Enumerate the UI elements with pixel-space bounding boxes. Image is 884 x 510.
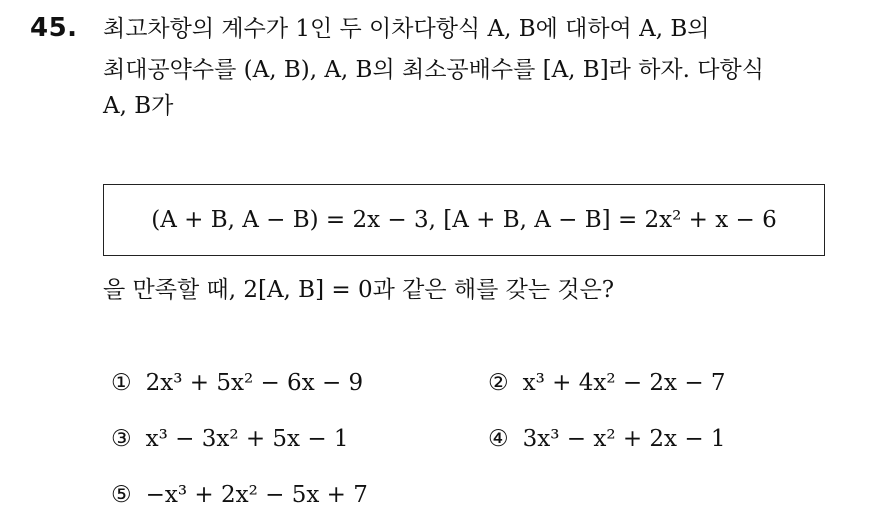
choice-5[interactable]: [111, 480, 368, 510]
condition-equation: (A + B, A − B) = 2x − 3, [A + B, A − B] = 2x² + x − 6: [151, 207, 777, 233]
choice-3-text: x³ − 3x² + 5x − 1: [145, 426, 349, 452]
choice-2[interactable]: [488, 368, 726, 398]
choice-3-mark: ③: [111, 426, 132, 452]
choice-2-text: x³ + 4x² − 2x − 7: [522, 370, 726, 396]
choice-1-mark: ①: [111, 370, 132, 396]
choice-4-text: 3x³ − x² + 2x − 1: [522, 426, 726, 452]
question-number: 45.: [30, 13, 78, 43]
choice-4[interactable]: [488, 424, 726, 454]
choice-1-text: 2x³ + 5x² − 6x − 9: [145, 370, 364, 396]
question-text-line-1: 최고차항의 계수가 1인 두 이차다항식 A, B에 대하여 A, B의: [103, 16, 710, 42]
choice-5-text: −x³ + 2x² − 5x + 7: [145, 482, 368, 508]
choice-1[interactable]: [111, 368, 363, 398]
condition-box: [103, 184, 825, 256]
question-text-line-3: A, B가: [103, 93, 174, 119]
question-text-after: 을 만족할 때, 2[A, B] = 0과 같은 해를 갖는 것은?: [103, 277, 615, 303]
choice-2-mark: ②: [488, 370, 509, 396]
question-text-line-2: 최대공약수를 (A, B), A, B의 최소공배수를 [A, B]라 하자. 다항식: [103, 57, 764, 83]
choice-4-mark: ④: [488, 426, 509, 452]
choice-3[interactable]: [111, 424, 349, 454]
choice-5-mark: ⑤: [111, 482, 132, 508]
